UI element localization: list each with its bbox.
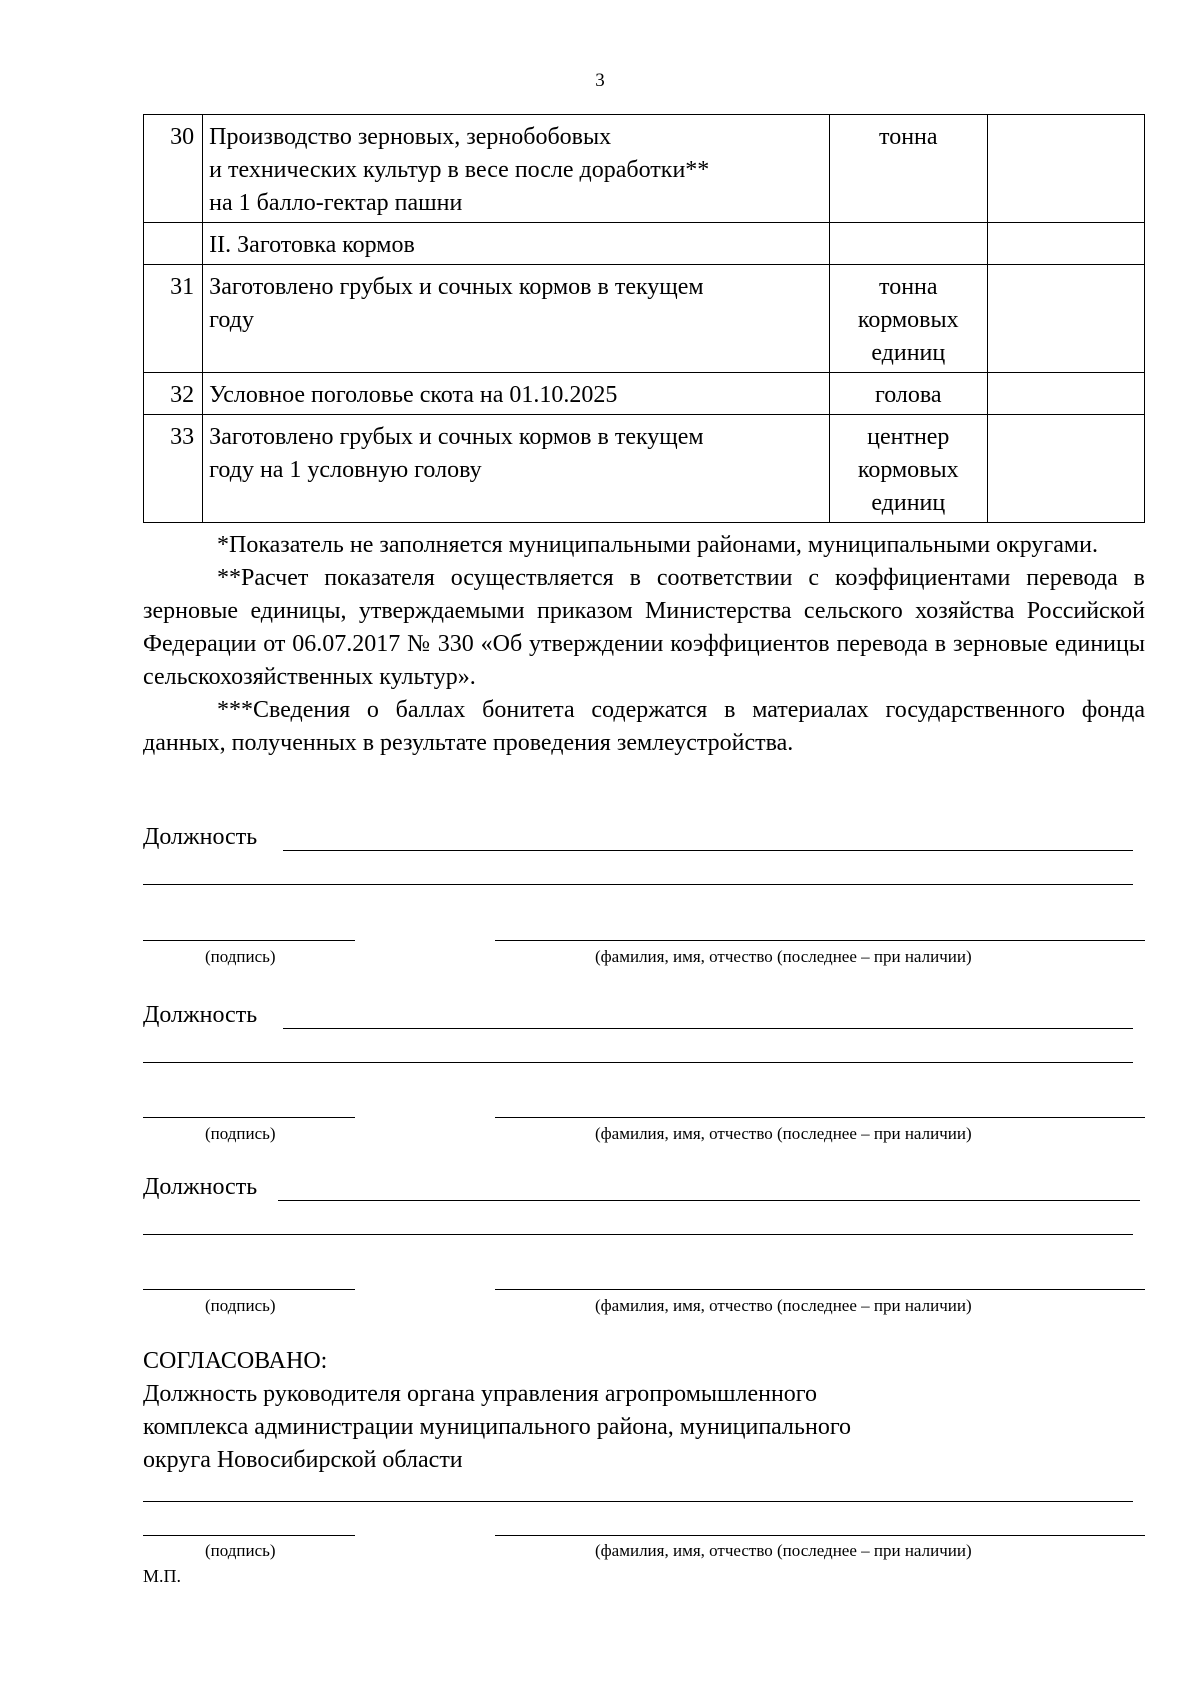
unit-line: кормовых: [857, 307, 959, 333]
signature-field-3[interactable]: [143, 1289, 355, 1290]
approval-signature-field[interactable]: [143, 1535, 355, 1536]
indicator-name-line: году на 1 условную голову: [209, 457, 482, 483]
footnote-2: **Расчет показателя осуществляется в соответствии с коэффициентами перевода в зерновые единицы, утверждаемыми приказом Министерства сельского хозяйства Российской Федерации от 06.07.2017 № 330 «Об утверждении коэффициентов перевода в зерновые единицы сельскохозяйственных культур».: [143, 565, 1145, 690]
stamp-label: М.П.: [143, 1566, 182, 1586]
unit-line: единиц: [871, 340, 946, 366]
signature-field-1[interactable]: [143, 940, 355, 941]
approval-heading: СОГЛАСОВАНО:: [143, 1348, 328, 1374]
unit-line: кормовых: [857, 457, 959, 483]
approval-full-name-field[interactable]: [495, 1535, 1145, 1536]
row-number: 32: [144, 373, 203, 415]
value-input-cell[interactable]: [987, 373, 1144, 415]
signature-field-2[interactable]: [143, 1117, 355, 1118]
signature-caption-2: (подпись): [205, 1124, 276, 1143]
approval-block: [143, 1345, 851, 1477]
table-row: [144, 223, 1145, 265]
full-name-caption-3: (фамилия, имя, отчество (последнее – при наличии): [595, 1296, 972, 1315]
approval-position-field[interactable]: [143, 1501, 1133, 1502]
indicator-name: [203, 115, 830, 223]
position-field-1-continued[interactable]: [143, 884, 1133, 885]
indicators-table: [143, 114, 1145, 523]
full-name-caption-1: (фамилия, имя, отчество (последнее – при наличии): [595, 947, 972, 966]
indicator-name-line: году: [209, 307, 254, 333]
position-label-1: Должность: [143, 824, 258, 850]
unit-of-measure: [830, 265, 987, 373]
page-number: 3: [595, 70, 605, 91]
position-field-3-continued[interactable]: [143, 1234, 1133, 1235]
unit-line: единиц: [871, 490, 946, 516]
approval-line-3: округа Новосибирской области: [143, 1447, 463, 1473]
full-name-field-1[interactable]: [495, 940, 1145, 941]
indicator-name-line: II. Заготовка кормов: [209, 232, 415, 258]
position-field-1[interactable]: [283, 850, 1133, 851]
footnote-1: *Показатель не заполняется муниципальными районами, муниципальными округами.: [217, 532, 1098, 558]
indicator-name-line: Условное поголовье скота на 01.10.2025: [209, 382, 618, 408]
unit-line: голова: [874, 382, 942, 408]
row-number: 30: [144, 115, 203, 223]
indicator-name-line: и технических культур в весе после доработки**: [209, 157, 710, 183]
unit-line: тонна: [879, 274, 938, 300]
indicator-name: [203, 265, 830, 373]
indicator-name: [203, 415, 830, 523]
row-number: [144, 223, 203, 265]
value-input-cell[interactable]: [987, 223, 1144, 265]
row-number: 31: [144, 265, 203, 373]
position-label-3: Должность: [143, 1174, 258, 1200]
full-name-field-2[interactable]: [495, 1117, 1145, 1118]
table-row: [144, 373, 1145, 415]
indicator-name-line: Заготовлено грубых и сочных кормов в текущем: [209, 424, 704, 450]
indicator-name: [203, 223, 830, 265]
position-label-2: Должность: [143, 1002, 258, 1028]
approval-line-1: Должность руководителя органа управления агропромышленного: [143, 1381, 818, 1407]
approval-signature-caption: (подпись): [205, 1541, 276, 1560]
full-name-field-3[interactable]: [495, 1289, 1145, 1290]
indicator-name-line: на 1 балло-гектар пашни: [209, 190, 463, 216]
unit-of-measure: [830, 415, 987, 523]
table-row: [144, 115, 1145, 223]
unit-line: центнер: [867, 424, 950, 450]
position-field-3[interactable]: [278, 1200, 1140, 1201]
table-row: [144, 265, 1145, 373]
unit-of-measure: [830, 223, 987, 265]
value-input-cell[interactable]: [987, 265, 1144, 373]
indicator-name-line: Заготовлено грубых и сочных кормов в текущем: [209, 274, 704, 300]
approval-full-name-caption: (фамилия, имя, отчество (последнее – при наличии): [595, 1541, 972, 1560]
signature-caption-1: (подпись): [205, 947, 276, 966]
footnotes: [143, 529, 1145, 760]
indicator-name: [203, 373, 830, 415]
value-input-cell[interactable]: [987, 115, 1144, 223]
position-field-2[interactable]: [283, 1028, 1133, 1029]
unit-of-measure: [830, 115, 987, 223]
row-number: 33: [144, 415, 203, 523]
unit-line: тонна: [879, 124, 938, 150]
position-field-2-continued[interactable]: [143, 1062, 1133, 1063]
signature-caption-3: (подпись): [205, 1296, 276, 1315]
value-input-cell[interactable]: [987, 415, 1144, 523]
approval-line-2: комплекса администрации муниципального района, муниципального: [143, 1414, 852, 1440]
unit-of-measure: [830, 373, 987, 415]
indicator-name-line: Производство зерновых, зернобобовых: [209, 124, 612, 150]
footnote-3: ***Сведения о баллах бонитета содержатся в материалах государственного фонда данных, полученных в результате проведения землеустройства.: [143, 697, 1145, 756]
full-name-caption-2: (фамилия, имя, отчество (последнее – при наличии): [595, 1124, 972, 1143]
table-row: [144, 415, 1145, 523]
